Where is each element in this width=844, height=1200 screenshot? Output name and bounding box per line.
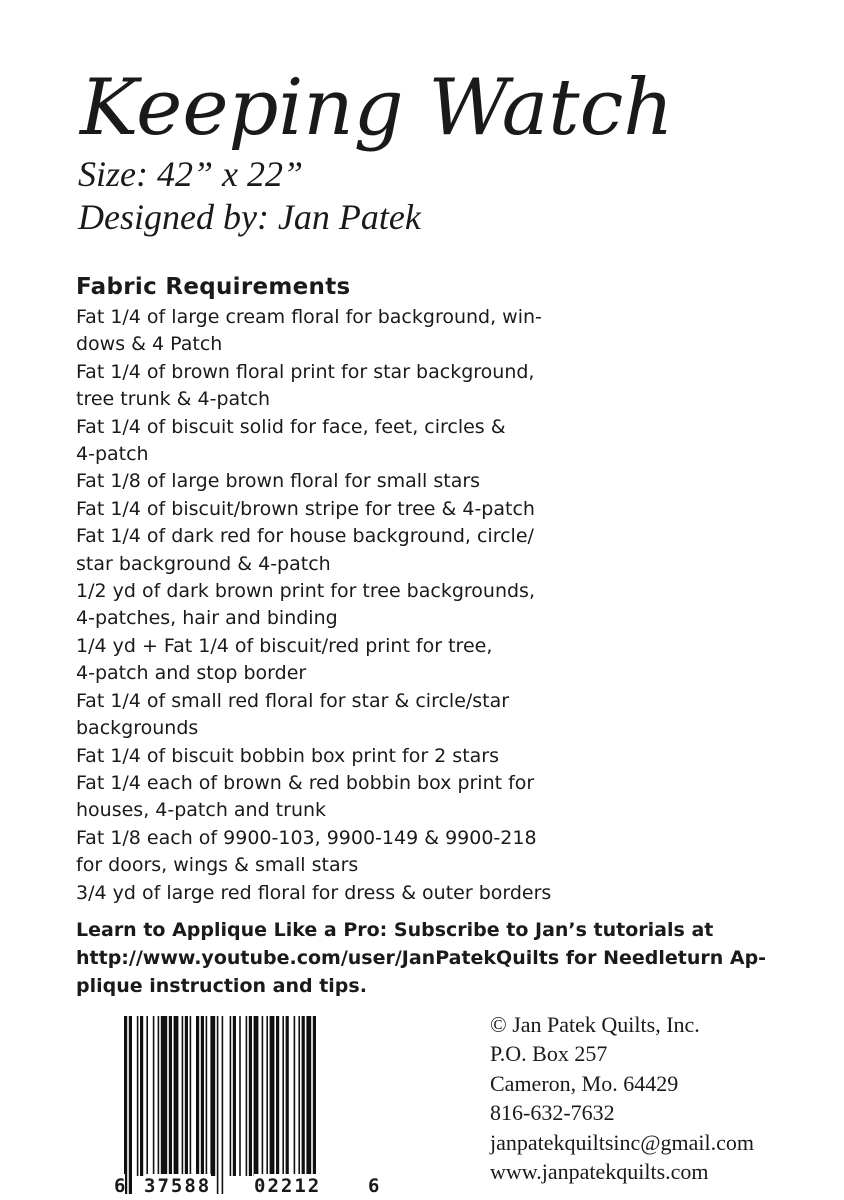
fabric-item: 3/4 yd of large red floral for dress & outer borders xyxy=(76,881,552,904)
barcode-bar xyxy=(206,1016,208,1176)
barcode-bar xyxy=(313,1016,316,1194)
barcode-bar xyxy=(233,1016,236,1176)
barcode-bar xyxy=(270,1016,275,1176)
barcode-bar xyxy=(174,1016,179,1176)
fabric-item: Fat 1/8 each of 9900-103, 9900-149 & 9900-218 for doors, wings & small stars xyxy=(76,826,537,877)
quilt-size: Size: 42” x 22” xyxy=(78,154,303,194)
fabric-item: Fat 1/4 of large cream floral for background, win- dows & 4 Patch xyxy=(76,306,542,356)
fabric-item: Fat 1/4 of dark red for house background, circle/ star background & 4-patch xyxy=(76,525,534,575)
fabric-list xyxy=(76,304,696,907)
barcode-bar xyxy=(210,1016,215,1176)
barcode-bars xyxy=(102,1012,382,1200)
barcode-bar xyxy=(302,1016,305,1176)
barcode-right-group: 02212 xyxy=(254,1175,322,1197)
barcode-first-digit: 6 xyxy=(114,1175,126,1197)
barcode-bar xyxy=(249,1016,252,1176)
barcode-bar xyxy=(161,1016,167,1176)
barcode-bar xyxy=(254,1016,259,1176)
fabric-item: Fat 1/4 of brown floral print for star background, tree trunk & 4-patch xyxy=(76,360,535,411)
barcode-bar xyxy=(190,1016,192,1176)
barcode-bar xyxy=(298,1016,300,1176)
barcode-bar xyxy=(246,1016,248,1176)
fabric-requirements xyxy=(76,270,696,907)
barcode-bar xyxy=(153,1016,155,1176)
barcode-bar xyxy=(230,1016,232,1176)
website-url: www.janpatekquilts.com xyxy=(490,1159,709,1185)
barcode-bar xyxy=(124,1016,127,1194)
barcode-bar xyxy=(286,1016,289,1176)
barcode-bar xyxy=(266,1016,268,1176)
barcode-bar xyxy=(146,1016,148,1176)
barcode-bar xyxy=(158,1016,160,1176)
fabric-item: Fat 1/4 each of brown & red bobbin box print for houses, 4-patch and trunk xyxy=(76,771,535,822)
fabric-item: Fat 1/4 of biscuit bobbin box print for 2 stars xyxy=(76,744,500,767)
barcode-bar xyxy=(239,1016,241,1176)
barcode-left-group: 37588 xyxy=(144,1175,212,1197)
fabric-item: 1/2 yd of dark brown print for tree backgrounds, 4-patches, hair and binding xyxy=(76,580,535,630)
barcode-bar xyxy=(129,1016,132,1194)
barcode-bar xyxy=(306,1016,311,1194)
fabric-item: Fat 1/8 of large brown floral for small stars xyxy=(76,470,481,493)
fabric-requirements-heading: Fabric Requirements xyxy=(76,274,351,300)
fabric-item: 1/4 yd + Fat 1/4 of biscuit/red print for tree, 4-patch and stop border xyxy=(76,634,493,685)
contact-info xyxy=(490,1010,754,1186)
barcode-bar xyxy=(185,1016,188,1176)
barcode-bar xyxy=(196,1016,199,1176)
po-box: P.O. Box 257 xyxy=(490,1041,608,1067)
barcode-last-digit: 6 xyxy=(368,1175,380,1197)
phone-number: 816-632-7632 xyxy=(490,1100,615,1126)
city-line: Cameron, Mo. 64429 xyxy=(490,1070,679,1096)
tutorial-promo: Learn to Applique Like a Pro: Subscribe to Jan’s tutorials at http://www.youtube.com/user/JanPatekQuilts for Needleturn Ap- plique instruction and tips. xyxy=(76,919,767,997)
barcode-bar xyxy=(222,1016,224,1194)
barcode-bar xyxy=(182,1016,184,1176)
fabric-item: Fat 1/4 of biscuit/brown stripe for tree & 4-patch xyxy=(76,497,535,520)
barcode-bar xyxy=(294,1016,296,1176)
barcode-bar xyxy=(282,1016,284,1176)
barcode-bar xyxy=(140,1016,143,1176)
barcode-bar xyxy=(217,1016,219,1194)
copyright-line: © Jan Patek Quilts, Inc. xyxy=(490,1012,700,1037)
barcode-bar xyxy=(137,1016,139,1176)
fabric-item: Fat 1/4 of small red floral for star & circle/star backgrounds xyxy=(76,689,510,740)
barcode-bar xyxy=(276,1016,279,1176)
barcode xyxy=(102,1012,382,1200)
fabric-item: Fat 1/4 of biscuit solid for face, feet, circles & 4-patch xyxy=(76,415,506,466)
email-address: janpatekquiltsinc@gmail.com xyxy=(490,1129,755,1155)
barcode-digits xyxy=(102,1174,382,1198)
pattern-title: Keeping Watch xyxy=(80,63,674,153)
barcode-bar xyxy=(169,1016,172,1176)
barcode-bar xyxy=(262,1016,264,1176)
designer-credit: Designed by: Jan Patek xyxy=(78,197,421,237)
barcode-bar xyxy=(201,1016,204,1176)
